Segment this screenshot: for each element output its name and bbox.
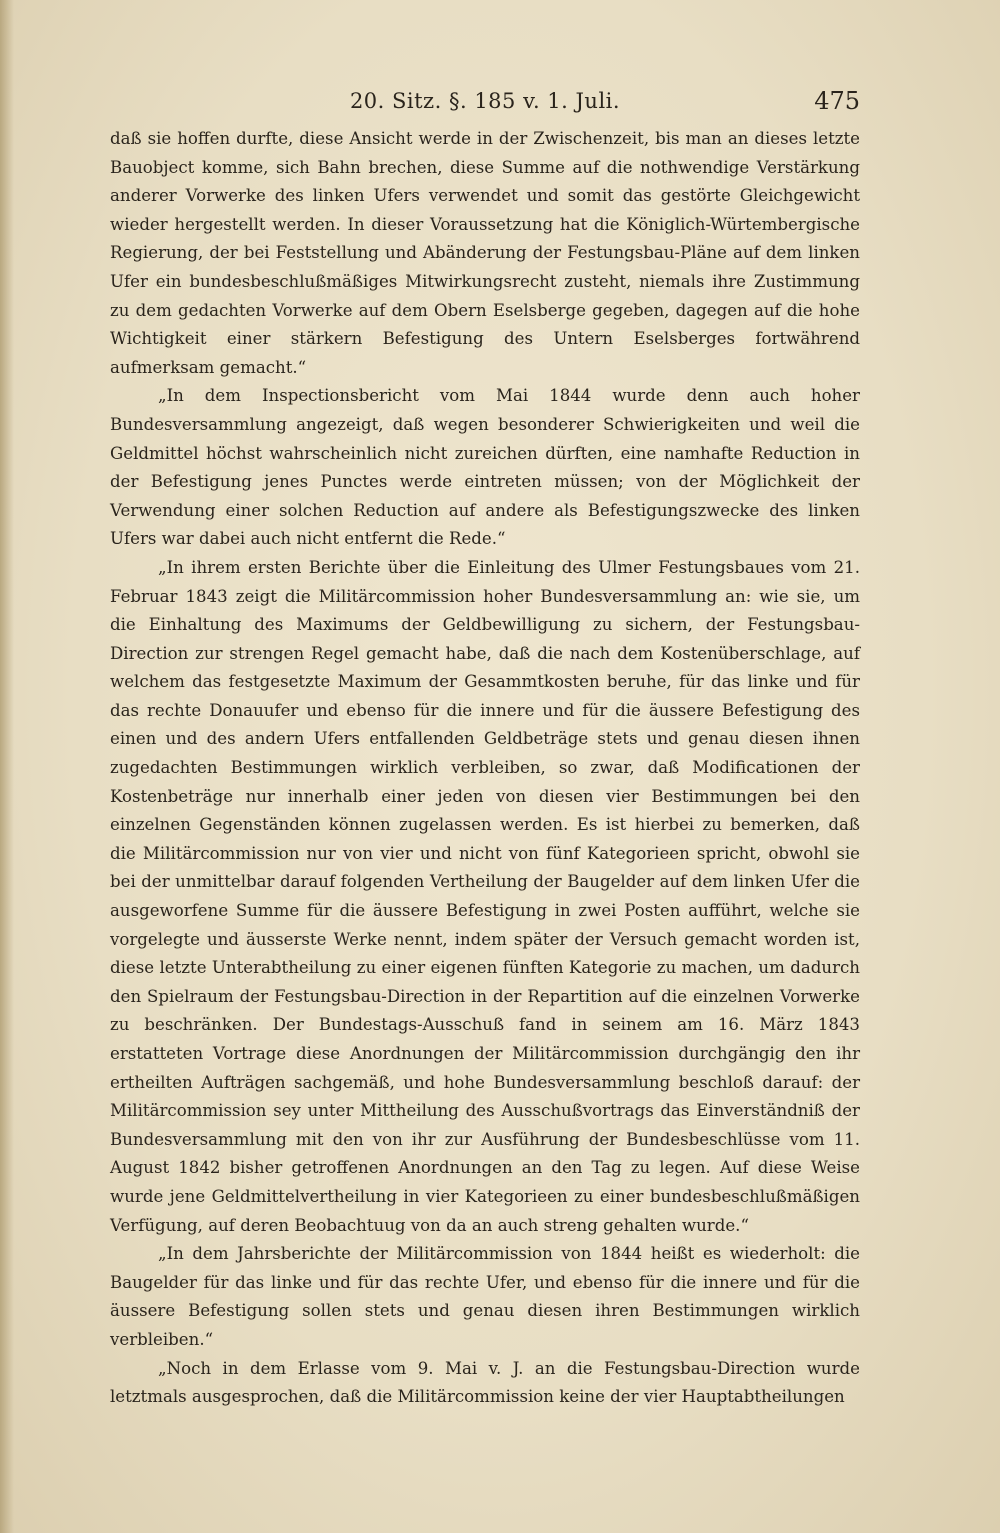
page-header [110, 86, 860, 120]
page-edge-shadow [0, 0, 14, 1533]
running-head: 20. Sitz. §. 185 v. 1. Juli. [349, 89, 621, 113]
paragraph-5: „Noch in dem Erlasse vom 9. Mai v. J. an die Festungsbau-Direction wurde letztmals ausgesprochen, daß die Militärcommission keine der vier Hauptabtheilungen [110, 1358, 860, 1407]
paragraph-3: „In ihrem ersten Berichte über die Einleitung des Ulmer Festungsbaues vom 21. Februar 1843 zeigt die Militärcommission hoher Bundesversammlung an: wie sie, um die Einhaltung des Maximums der Geldbewilligung zu sichern, der Festungsbau-Direction zur strengen Regel gemacht habe, daß die nach dem Kostenüberschlage, auf welchem das festgesetzte Maximum der Gesammtkosten beruhe, für das linke und für das rechte Donauufer und ebenso für die innere und für die äussere Befestigung des einen und des andern Ufers entfallenden Geldbeträge stets und genau diesen ihnen zugedachten Bestimmungen wirklich verbleiben, so zwar, daß Modificationen der Kostenbeträge nur innerhalb einer jeden von diesen vier Bestimmungen bei den einzelnen Gegenständen können zugelassen werden. Es ist hierbei zu bemerken, daß die Militärcommission nur von vier und nicht von fünf Kategorieen spricht, obwohl sie bei der unmittelbar darauf folgenden Vertheilung der Baugelder auf dem linken Ufer die ausgeworfene Summe für die äussere Befestigung in zwei Posten aufführt, welche sie vorgelegte und äusserste Werke nennt, indem später der Versuch gemacht worden ist, diese letzte Unterabtheilung zu einer eigenen fünften Kategorie zu machen, um dadurch den Spielraum der Festungsbau-Direction in der Repartition auf die einzelnen Vorwerke zu beschränken. Der Bundestags-Ausschuß fand in seinem am 16. März 1843 erstatteten Vortrage diese Anordnungen der Militärcommission durchgängig den ihr ertheilten Aufträgen sachgemäß, und hohe Bundesversammlung beschloß darauf: der Militärcommission sey unter Mittheilung des Ausschußvortrags das Einverständniß der Bundesversammlung mit den von ihr zur Ausführung der Bundesbeschlüsse vom 11. August 1842 bisher getroffenen Anordnungen an den Tag zu legen. Auf diese Weise wurde jene Geldmittelvertheilung in vier Kategorieen zu einer bundesbeschlußmäßigen Verfügung, auf deren Beobachtuug von da an auch streng gehalten wurde.“ [110, 557, 860, 1235]
paragraph-2: „In dem Inspectionsbericht vom Mai 1844 wurde denn auch hoher Bundesversammlung angezeigt, daß wegen besonderer Schwierigkeiten und weil die Geldmittel höchst wahrscheinlich nicht zureichen dürften, eine namhafte Reduction in der Befestigung jenes Punctes werde eintreten müssen; von der Möglichkeit der Verwendung einer solchen Reduction auf andere als Befestigungszwecke des linken Ufers war dabei auch nicht entfernt die Rede.“ [110, 386, 860, 549]
body-text [110, 125, 860, 1412]
page-number: 475 [814, 87, 860, 115]
paragraph-1: daß sie hoffen durfte, diese Ansicht werde in der Zwischenzeit, bis man an dieses letzte Bauobject komme, sich Bahn brechen, diese Summe auf die nothwendige Verstärkung anderer Vorwerke des linken Ufers verwendet und somit das gestörte Gleichgewicht wieder hergestellt werden. In dieser Voraussetzung hat die Königlich-Würtembergische Regierung, der bei Feststellung und Abänderung der Festungsbau-Pläne auf dem linken Ufer ein bundesbeschlußmäßiges Mitwirkungsrecht zusteht, niemals ihre Zustimmung zu dem gedachten Vorwerke auf dem Obern Eselsberge gegeben, dagegen auf die hohe Wichtigkeit einer stärkern Befestigung des Untern Eselsberges fortwährend aufmerksam gemacht.“ [110, 129, 860, 377]
paragraph-4: „In dem Jahrsberichte der Militärcommission von 1844 heißt es wiederholt: die Baugelder für das linke und für das rechte Ufer, und ebenso für die innere und für die äussere Befestigung sollen stets und genau diesen ihren Bestimmungen wirklich verbleiben.“ [110, 1244, 860, 1349]
